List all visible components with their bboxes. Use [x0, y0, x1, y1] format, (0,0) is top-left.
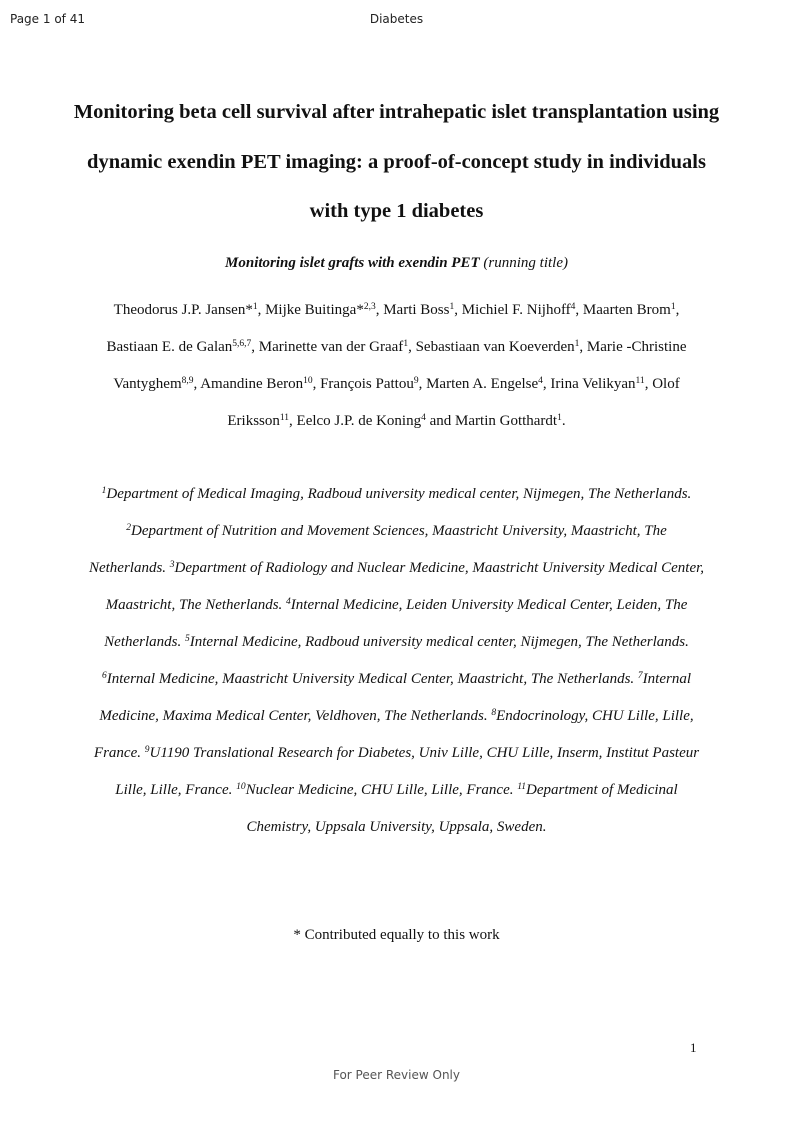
author	[297, 413, 456, 429]
affiliation-text: Internal Medicine, Leiden University Medical Center, Leiden, The Netherlands.	[104, 597, 688, 650]
author-separator: ,	[418, 376, 427, 392]
journal-name: Diabetes	[369, 12, 424, 26]
author-separator: ,	[375, 302, 384, 318]
contribution-note: * Contributed equally to this work	[293, 927, 500, 943]
author-name: Olof Eriksson	[227, 376, 680, 429]
author-separator: ,	[408, 339, 416, 355]
author-affiliation-mark: 1	[252, 302, 258, 312]
affiliation	[102, 671, 634, 687]
affiliation-text: Internal Medicine, Maxima Medical Center, Veldhoven, The Netherlands.	[99, 671, 691, 724]
affiliation-number: 6	[102, 671, 107, 681]
affiliation-number: 9	[144, 745, 150, 755]
author-affiliation-mark: 11	[635, 376, 645, 386]
author-affiliation-mark: 1	[670, 302, 676, 312]
affiliation-number: 11	[517, 782, 527, 792]
running-title-note: (running title)	[483, 255, 568, 271]
author-separator: ,	[644, 376, 653, 392]
author-affiliation-mark: 1	[574, 339, 580, 349]
affiliation-text: Department of Nutrition and Movement Sciences, Maastricht University, Maastricht, The Netherlands.	[88, 523, 667, 576]
affiliation-number: 2	[126, 523, 131, 533]
affiliation-text: Department of Medical Imaging, Radboud university medical center, Nijmegen, The Netherlands.	[106, 486, 692, 502]
author-name: Eelco J.P. de Koning	[296, 413, 422, 429]
author-name: François Pattou	[320, 376, 414, 392]
page-number: 1	[690, 1040, 697, 1055]
author-affiliation-mark: 1	[557, 413, 562, 423]
affiliation-number: 10	[236, 782, 246, 792]
author	[114, 302, 265, 318]
author-separator: and	[425, 413, 456, 429]
author-affiliation-mark: 8,9	[181, 376, 194, 386]
author-name: Theodorus J.P. Jansen*	[113, 302, 253, 318]
author	[550, 376, 652, 392]
author-separator: ,	[542, 376, 551, 392]
running-title	[60, 252, 733, 274]
author-name: Bastiaan E. de Galan	[106, 339, 233, 355]
author-separator: ,	[289, 413, 297, 429]
footer-note: For Peer Review Only	[332, 1068, 460, 1082]
author	[107, 339, 259, 355]
author	[583, 302, 679, 318]
affiliation-text: Nuclear Medicine, CHU Lille, Lille, France.	[245, 782, 514, 798]
running-title-text: Monitoring islet grafts with exendin PET	[225, 255, 480, 271]
affiliation-text: Endocrinology, CHU Lille, Lille, France.	[93, 708, 694, 761]
author-name: Mijke Buitinga*	[265, 302, 364, 318]
author-affiliation-mark: 4	[421, 413, 426, 423]
author-affiliation-mark: 4	[538, 376, 543, 386]
page-indicator: Page 1 of 41	[10, 12, 85, 26]
affiliation	[236, 782, 513, 798]
author-separator: ,	[579, 339, 587, 355]
author-affiliation-mark: 4	[570, 302, 576, 312]
author	[416, 339, 587, 355]
author	[320, 376, 426, 392]
author-separator: ,	[454, 302, 462, 318]
author-name: Irina Velikyan	[550, 376, 636, 392]
author	[200, 376, 320, 392]
author-name: Marti Boss	[383, 302, 450, 318]
author-separator: ,	[675, 302, 680, 318]
author-affiliation-mark: 11	[279, 413, 290, 423]
author	[259, 339, 416, 355]
author	[462, 302, 583, 318]
author-affiliation-mark: 2,3	[363, 302, 376, 312]
author	[265, 302, 383, 318]
affiliation-number: 1	[101, 486, 107, 496]
author-affiliation-mark: 5,6,7	[232, 339, 252, 349]
author-affiliation-mark: 1	[403, 339, 409, 349]
author-name: Martin Gotthardt	[455, 413, 558, 429]
author-name: Marten A. Engelse	[426, 376, 539, 392]
author-separator: ,	[575, 302, 583, 318]
author-name: Marie -Christine Vantyghem	[113, 339, 687, 392]
author-name: Maarten Brom	[582, 302, 671, 318]
author-separator: ,	[312, 376, 321, 392]
author-separator: .	[561, 413, 566, 429]
author-name: Amandine Beron	[200, 376, 304, 392]
affiliation-list	[88, 476, 705, 846]
affiliation-text: Internal Medicine, Radboud university medical center, Nijmegen, The Netherlands.	[189, 634, 689, 650]
author-affiliation-mark: 10	[303, 376, 313, 386]
author-list	[86, 292, 707, 440]
affiliation-number: 4	[286, 597, 291, 607]
affiliation-number: 8	[491, 708, 497, 718]
author-affiliation-mark: 1	[449, 302, 455, 312]
affiliation-text: Internal Medicine, Maastricht University Medical Center, Maastricht, The Netherlands.	[106, 671, 635, 687]
author	[383, 302, 462, 318]
author-name: Sebastiaan van Koeverden	[415, 339, 575, 355]
author	[426, 376, 550, 392]
author-separator: ,	[251, 339, 259, 355]
author-affiliation-mark: 9	[413, 376, 419, 386]
author-separator: ,	[257, 302, 266, 318]
author-name: Michiel F. Nijhoff	[461, 302, 571, 318]
affiliation-number: 5	[185, 634, 190, 644]
affiliation-text: Department of Medicinal Chemistry, Uppsala University, Uppsala, Sweden.	[246, 782, 678, 835]
affiliation	[102, 486, 692, 502]
affiliation-text: U1190 Translational Research for Diabetes, Univ Lille, CHU Lille, Inserm, Institut Pasteur Lille, Lille, France.	[115, 745, 700, 798]
affiliation-text: Department of Radiology and Nuclear Medicine, Maastricht University Medical Center, Maastricht, The Netherlands.	[105, 560, 705, 613]
affiliation-number: 3	[169, 560, 175, 570]
author-name: Marinette van der Graaf	[258, 339, 404, 355]
author-separator: ,	[193, 376, 201, 392]
author	[455, 413, 566, 429]
affiliation-number: 7	[637, 671, 643, 681]
affiliation	[185, 634, 689, 650]
paper-title: Monitoring beta cell survival after intrahepatic islet transplantation using dynamic exendin PET imaging: a proof-of-concept study in individuals with type 1 diabetes	[73, 101, 720, 222]
